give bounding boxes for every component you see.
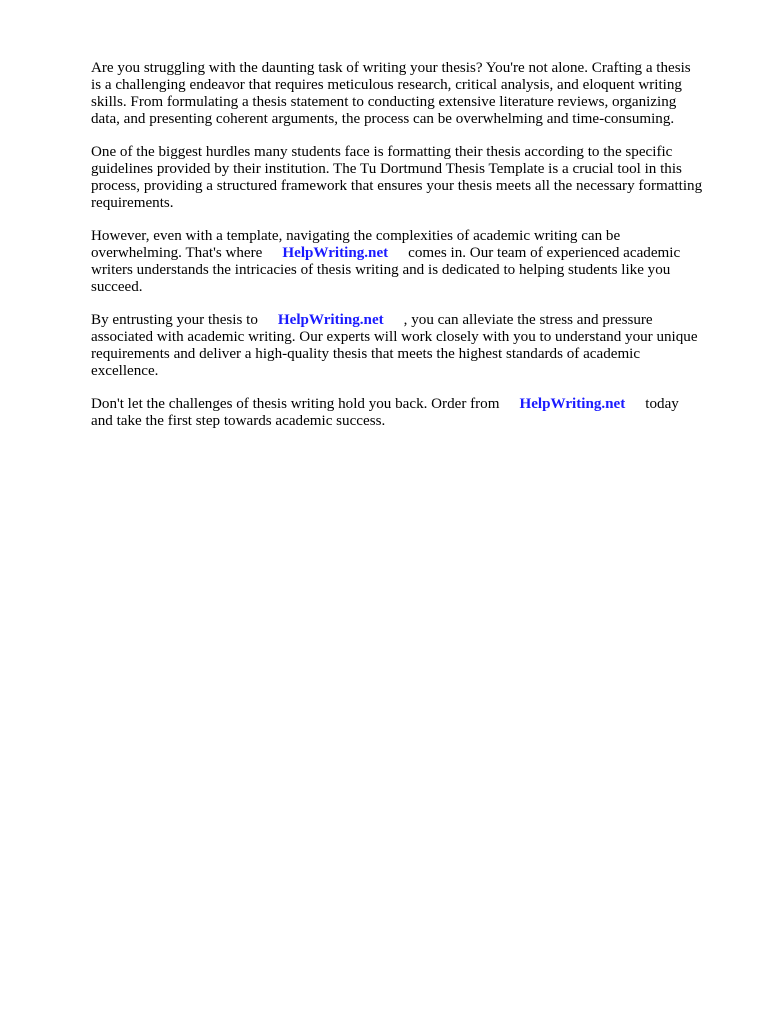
text-line: excellence. (91, 363, 159, 379)
text-line: requirements. (91, 195, 174, 211)
text-segment: Don't let the challenges of thesis writing hold you back. Order from (91, 396, 500, 412)
text-segment: today (645, 396, 679, 412)
text-segment: By entrusting your thesis to (91, 312, 258, 328)
text-line: writers understands the intricacies of thesis writing and is dedicated to helping students like you (91, 262, 671, 278)
paragraph-formatting (91, 144, 723, 212)
text-segment: overwhelming. That's where (91, 245, 263, 261)
paragraph-entrust (91, 312, 723, 380)
text-line (91, 396, 723, 413)
text-line: and take the first step towards academic success. (91, 413, 386, 429)
helpwriting-link[interactable]: HelpWriting.net (282, 245, 389, 261)
text-line: is a challenging endeavor that requires meticulous research, critical analysis, and eloquent writing (91, 77, 682, 93)
text-line: guidelines provided by their institution. The Tu Dortmund Thesis Template is a crucial tool in this (91, 161, 682, 177)
paragraph-order (91, 396, 723, 430)
paragraph-template (91, 228, 723, 296)
helpwriting-link[interactable]: HelpWriting.net (519, 396, 626, 412)
document-body (91, 60, 723, 446)
helpwriting-link[interactable]: HelpWriting.net (277, 312, 384, 328)
text-line (91, 245, 723, 262)
text-line (91, 312, 723, 329)
text-line: Are you struggling with the daunting task of writing your thesis? You're not alone. Crafting a thesis (91, 60, 691, 76)
text-segment: comes in. Our team of experienced academic (408, 245, 681, 261)
text-line: process, providing a structured framework that ensures your thesis meets all the necessary formatting (91, 178, 703, 194)
text-line: requirements and deliver a high-quality thesis that meets the highest standards of academic (91, 346, 641, 362)
text-line: data, and presenting coherent arguments, the process can be overwhelming and time-consuming. (91, 111, 675, 127)
text-line: However, even with a template, navigating the complexities of academic writing can be (91, 228, 621, 244)
text-line: succeed. (91, 279, 143, 295)
text-line: associated with academic writing. Our experts will work closely with you to understand your unique (91, 329, 698, 345)
text-line: skills. From formulating a thesis statement to conducting extensive literature reviews, organizing (91, 94, 677, 110)
paragraph-intro (91, 60, 723, 128)
text-segment: , you can alleviate the stress and pressure (403, 312, 653, 328)
text-line: One of the biggest hurdles many students face is formatting their thesis according to the specific (91, 144, 673, 160)
